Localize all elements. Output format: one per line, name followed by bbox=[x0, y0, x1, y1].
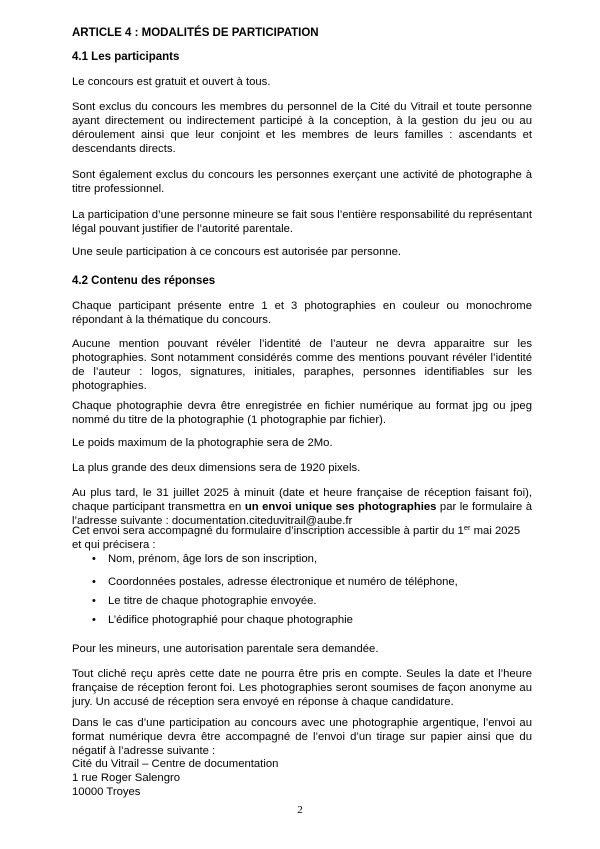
registration-text-end: mai 2025 et qui précisera : bbox=[72, 525, 521, 551]
list-item: Coordonnées postales, adresse électronique et numéro de téléphone, bbox=[108, 576, 458, 588]
list-item: Le titre de chaque photographie envoyée. bbox=[108, 595, 317, 607]
paragraph-max-weight: Le poids maximum de la photographie sera de 2Mo. bbox=[72, 437, 333, 449]
paragraph-professional-exclusion: Sont également exclus du concours les personnes exerçant une activité de photographe à titre professionnel. bbox=[72, 169, 532, 195]
paragraph-registration-form bbox=[72, 524, 532, 552]
registration-superscript: er bbox=[463, 523, 471, 532]
paragraph-single-participation: Une seule participation à ce concours est autorisée par personne. bbox=[72, 246, 402, 258]
paragraph-anonymity: Aucune mention pouvant révéler l’identité de l’auteur ne devra apparaitre sur les photographies. Sont notamment considérés comme des mentions pouvant révéler l’identité de l’auteur : logos, signatures, initiales, paraphes, personnes identifiables sur les photographies. bbox=[72, 338, 532, 392]
deadline-text-start: Au plus tard, le 31 juillet 2025 à minuit (date et heure française de réception faisant foi), chaque participant transmettra en bbox=[72, 487, 532, 513]
bullet-marker: • bbox=[92, 553, 96, 565]
paragraph-file-format: Chaque photographie devra être enregistrée en fichier numérique au format jpg ou jpeg nommé du titre de la photographie (1 photographie par fichier). bbox=[72, 400, 532, 426]
address-line: 1 rue Roger Salengro bbox=[72, 772, 181, 784]
list-item: L’édifice photographié pour chaque photographie bbox=[108, 614, 353, 626]
paragraph-photo-count: Chaque participant présente entre 1 et 3 photographies en couleur ou monochrome répondant à la thématique du concours. bbox=[72, 300, 532, 326]
paragraph-minors: La participation d’une personne mineure se fait sous l’entière responsabilité du représentant légal pouvant justifier de l’autorité parentale. bbox=[72, 209, 532, 235]
postal-address bbox=[72, 757, 532, 799]
paragraph-film-photography: Dans le cas d’une participation au concours avec une photographie argentique, l’envoi au format numérique devra être accompagné de l’envoi d’un tirage sur papier ainsi que du négatif à l’adresse suivante : bbox=[72, 717, 532, 757]
bullet-marker: • bbox=[92, 576, 96, 588]
article-title: ARTICLE 4 : MODALITÉS DE PARTICIPATION bbox=[72, 27, 319, 39]
paragraph-max-dimension: La plus grande des deux dimensions sera de 1920 pixels. bbox=[72, 462, 361, 474]
bullet-marker: • bbox=[92, 614, 96, 626]
deadline-text-bold: un envoi unique ses photographies bbox=[244, 501, 437, 513]
paragraph-deadline bbox=[72, 486, 532, 528]
registration-text-start: Cet envoi sera accompagné du formulaire d’inscription accessible à partir du 1 bbox=[72, 525, 464, 537]
bullet-marker: • bbox=[92, 595, 96, 607]
paragraph-parental-authorization: Pour les mineurs, une autorisation parentale sera demandée. bbox=[72, 643, 379, 655]
address-line: Cité du Vitrail – Centre de documentation bbox=[72, 758, 279, 770]
paragraph-exclusions: Sont exclus du concours les membres du personnel de la Cité du Vitrail et toute personne ayant directement ou indirectement participé à la conception, à la gestion du jeu ou au déroulement ainsi que leur conjoint et les membres de leurs familles : ascendants et descendants directs. bbox=[72, 101, 532, 155]
section-heading-participants: 4.1 Les participants bbox=[72, 51, 180, 63]
section-heading-contents: 4.2 Contenu des réponses bbox=[72, 275, 216, 287]
page-number: 2 bbox=[297, 804, 303, 816]
list-item: Nom, prénom, âge lors de son inscription, bbox=[108, 553, 318, 565]
deadline-text-end: par le formulaire à l’adresse suivante : documentation.citeduvitrail@aube.fr bbox=[72, 501, 533, 527]
paragraph-free-contest: Le concours est gratuit et ouvert à tous. bbox=[72, 76, 271, 88]
paragraph-late-submissions: Tout cliché reçu après cette date ne pourra être pris en compte. Seules la date et l’heure française de réception feront foi. Les photographies seront soumises de façon anonyme au jury. Un accusé de réception sera envoyé en réponse à chaque candidature. bbox=[72, 668, 532, 708]
address-line: 10000 Troyes bbox=[72, 786, 141, 798]
